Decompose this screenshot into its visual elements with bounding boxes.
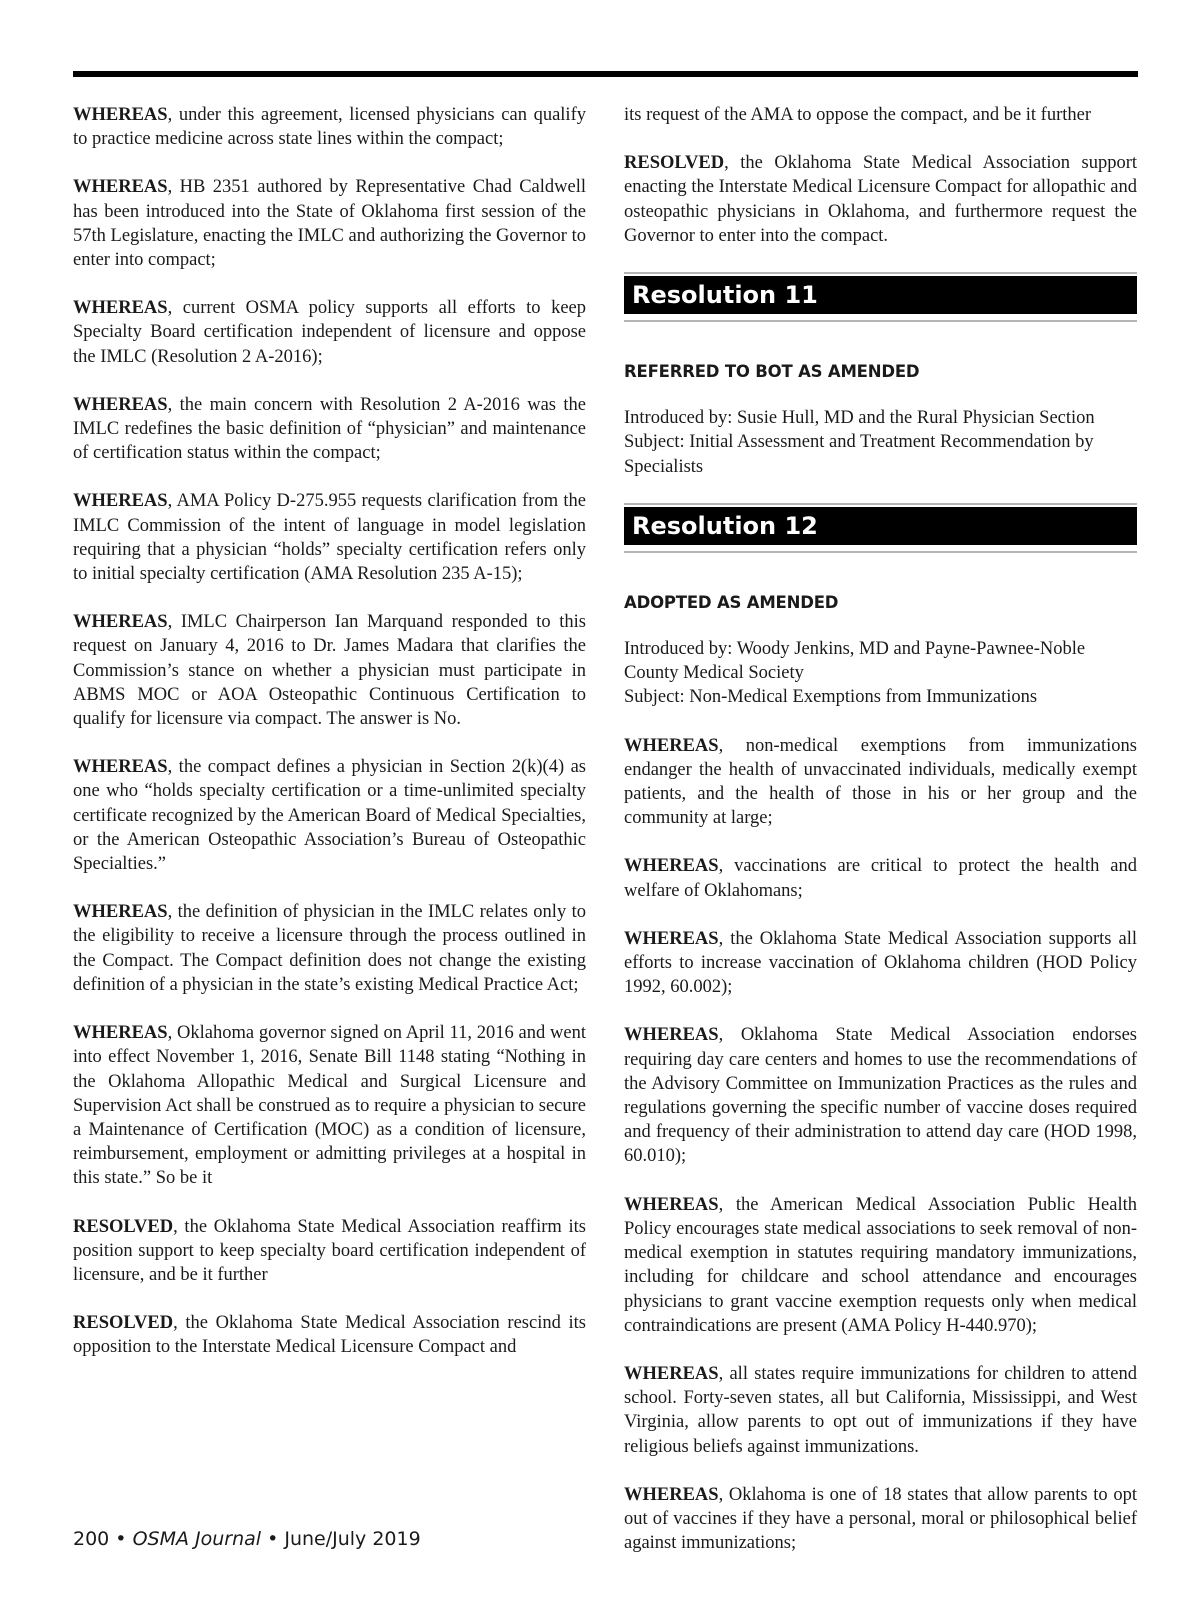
paragraph bbox=[624, 1483, 1137, 1556]
paragraph bbox=[73, 1311, 586, 1359]
paragraph-keyword: WHEREAS bbox=[73, 1023, 168, 1044]
paragraph bbox=[624, 854, 1137, 902]
paragraph-text: , the main concern with Resolution 2 A-2016 was the IMLC redefines the basic definition of “physician” and maintenance of certification status within the compact; bbox=[73, 394, 586, 464]
paragraph-keyword: WHEREAS bbox=[73, 394, 168, 415]
paragraph-text: , current OSMA policy supports all efforts to keep Specialty Board certification independent of licensure and oppose the IMLC (Resolution 2 A-2016); bbox=[73, 298, 586, 367]
paragraph-keyword: RESOLVED bbox=[624, 153, 725, 174]
paragraph bbox=[624, 1362, 1137, 1459]
paragraph bbox=[73, 175, 586, 272]
paragraph-text: , IMLC Chairperson Ian Marquand responded to this request on January 4, 2016 to Dr. James Madara that clarifies the Commission’s stance on whether a physician must participate in ABMS MOC or AOA Osteopathic Continuous Certification to qualify for licensure via compact. The answer is No. bbox=[73, 612, 586, 730]
paragraph bbox=[73, 296, 586, 369]
paragraph-keyword: RESOLVED bbox=[73, 1216, 174, 1237]
paragraph-keyword: RESOLVED bbox=[73, 1313, 174, 1334]
paragraph bbox=[73, 755, 586, 876]
paragraph-text: , vaccinations are critical to protect the health and welfare of Oklahomans; bbox=[624, 856, 1137, 901]
paragraph bbox=[73, 393, 586, 466]
resolution-11-header bbox=[624, 272, 1137, 322]
resolution-status: REFERRED TO BOT AS AMENDED bbox=[624, 362, 920, 382]
resolution-status: ADOPTED AS AMENDED bbox=[624, 592, 839, 612]
subject: Subject: Initial Assessment and Treatment Recommendation by Specialists bbox=[624, 432, 1094, 477]
paragraph bbox=[624, 734, 1137, 831]
paragraph-text: , HB 2351 authored by Representative Chad Caldwell has been introduced into the State of Oklahoma first session of the 57th Legislature, enacting the IMLC and authorizing the Governor to enter into compact; bbox=[73, 177, 586, 271]
paragraph-text: , Oklahoma State Medical Association endorses requiring day care centers and homes to use the recommendations of the Advisory Committee on Immunization Practices as the rules and regulations governing the specific number of vaccine doses required and frequency of their administration to attend day care (HOD 1998, 60.010); bbox=[624, 1025, 1137, 1167]
paragraph-continuation: its request of the AMA to oppose the compact, and be it further bbox=[624, 105, 1092, 125]
subject: Subject: Non-Medical Exemptions from Immunizations bbox=[624, 687, 1038, 708]
paragraph bbox=[624, 151, 1137, 248]
introduced-by: Introduced by: Susie Hull, MD and the Rural Physician Section bbox=[624, 408, 1095, 429]
resolution-title: Resolution 12 bbox=[624, 507, 1137, 545]
paragraph-text: , Oklahoma is one of 18 states that allow parents to opt out of vaccines if they have a personal, moral or philosophical belief against immunizations; bbox=[624, 1484, 1137, 1554]
paragraph-keyword: WHEREAS bbox=[73, 177, 168, 198]
paragraph-keyword: WHEREAS bbox=[73, 491, 168, 512]
paragraph-text: , the Oklahoma State Medical Association supports all efforts to increase vaccination of Oklahoma children (HOD Policy 1992, 60.002); bbox=[624, 928, 1137, 998]
paragraph-keyword: WHEREAS bbox=[624, 1484, 719, 1505]
paragraph-keyword: WHEREAS bbox=[73, 612, 168, 633]
paragraph bbox=[73, 103, 586, 151]
paragraph-keyword: WHEREAS bbox=[73, 757, 168, 778]
paragraph-keyword: WHEREAS bbox=[624, 1194, 719, 1215]
paragraph bbox=[624, 1193, 1137, 1338]
paragraph-keyword: WHEREAS bbox=[624, 1025, 719, 1046]
paragraph bbox=[73, 489, 586, 586]
paragraph-keyword: WHEREAS bbox=[624, 735, 719, 756]
top-rule bbox=[73, 71, 1138, 77]
paragraph bbox=[73, 1215, 586, 1288]
resolution-intro bbox=[624, 406, 1137, 479]
paragraph-text: , AMA Policy D-275.955 requests clarification from the IMLC Commission of the intent of language in model legislation requiring that a physician “holds” specialty certification refers only to initial specialty certification (AMA Resolution 235 A-15); bbox=[73, 491, 586, 585]
resolution-12-header bbox=[624, 503, 1137, 553]
paragraph bbox=[624, 1023, 1137, 1168]
resolution-title: Resolution 11 bbox=[624, 276, 1137, 314]
resolution-intro bbox=[624, 637, 1137, 710]
right-column bbox=[624, 103, 1137, 1579]
issue-date: June/July 2019 bbox=[284, 1528, 421, 1550]
paragraph-keyword: WHEREAS bbox=[624, 928, 719, 949]
paragraph-text: , the American Medical Association Public Health Policy encourages state medical associations to seek removal of non-medical exemption in statutes requiring mandatory immunizations, including for childcare and school attendance and encourages physicians to grant vaccine exemption requests only when medical contraindications are present (AMA Policy H-440.970); bbox=[624, 1194, 1137, 1336]
paragraph-text: , the Oklahoma State Medical Association support enacting the Interstate Medical Licensure Compact for allopathic and osteopathic physicians in Oklahoma, and furthermore request the Governor to enter into the compact. bbox=[624, 153, 1137, 246]
paragraph-text: , the Oklahoma State Medical Association rescind its opposition to the Interstate Medical Licensure Compact and bbox=[73, 1313, 586, 1358]
paragraph-text: , the definition of physician in the IMLC relates only to the eligibility to receive a licensure through the process outlined in the Compact. The Compact definition does not change the existing definition of a physician in the state’s existing Medical Practice Act; bbox=[73, 902, 586, 995]
paragraph-keyword: WHEREAS bbox=[73, 902, 168, 923]
paragraph-text: , all states require immunizations for children to attend school. Forty-seven states, all but California, Mississippi, and West Virginia, allow parents to opt out of immunizations if they have religious beliefs against immunizations. bbox=[624, 1363, 1137, 1457]
paragraph-text: , the Oklahoma State Medical Association reaffirm its position support to keep specialty board certification independent of licensure, and be it further bbox=[73, 1216, 586, 1285]
paragraph-keyword: WHEREAS bbox=[73, 105, 168, 125]
paragraph bbox=[73, 1021, 586, 1190]
paragraph-keyword: WHEREAS bbox=[624, 856, 719, 877]
paragraph-text: , non-medical exemptions from immunizations endanger the health of unvaccinated individuals, medically exempt patients, and the health of those in his or her group and the community at large; bbox=[624, 735, 1137, 829]
journal-name: OSMA Journal bbox=[132, 1528, 262, 1550]
paragraph-keyword: WHEREAS bbox=[73, 298, 168, 319]
page-footer bbox=[73, 1528, 421, 1550]
paragraph-text: , Oklahoma governor signed on April 11, 2016 and went into effect November 1, 2016, Senate Bill 1148 stating “Nothing in the Oklahoma Allopathic Medical and Surgical Licensure and Supervision Act shall be construed as to require a physician to secure a Maintenance of Certification (MOC) as a condition of licensure, reimbursement, employment or admitting privileges at a hospital in this state.” So be it bbox=[73, 1023, 586, 1189]
footer-separator: • bbox=[109, 1528, 133, 1550]
introduced-by: Introduced by: Woody Jenkins, MD and Payne-Pawnee-Noble County Medical Society bbox=[624, 639, 1086, 684]
footer-separator: • bbox=[261, 1528, 285, 1550]
paragraph-text: , under this agreement, licensed physicians can qualify to practice medicine across state lines within the compact; bbox=[73, 105, 586, 150]
page-number: 200 bbox=[73, 1528, 110, 1550]
paragraph bbox=[73, 610, 586, 731]
paragraph bbox=[73, 900, 586, 997]
paragraph bbox=[624, 927, 1137, 1000]
left-column bbox=[73, 103, 586, 1384]
paragraph-keyword: WHEREAS bbox=[624, 1363, 719, 1384]
paragraph-text: , the compact defines a physician in Section 2(k)(4) as one who “holds specialty certification or a time-unlimited specialty certificate recognized by the American Board of Medical Specialties, or the American Osteopathic Association’s Bureau of Osteopathic Specialties.” bbox=[73, 757, 586, 875]
